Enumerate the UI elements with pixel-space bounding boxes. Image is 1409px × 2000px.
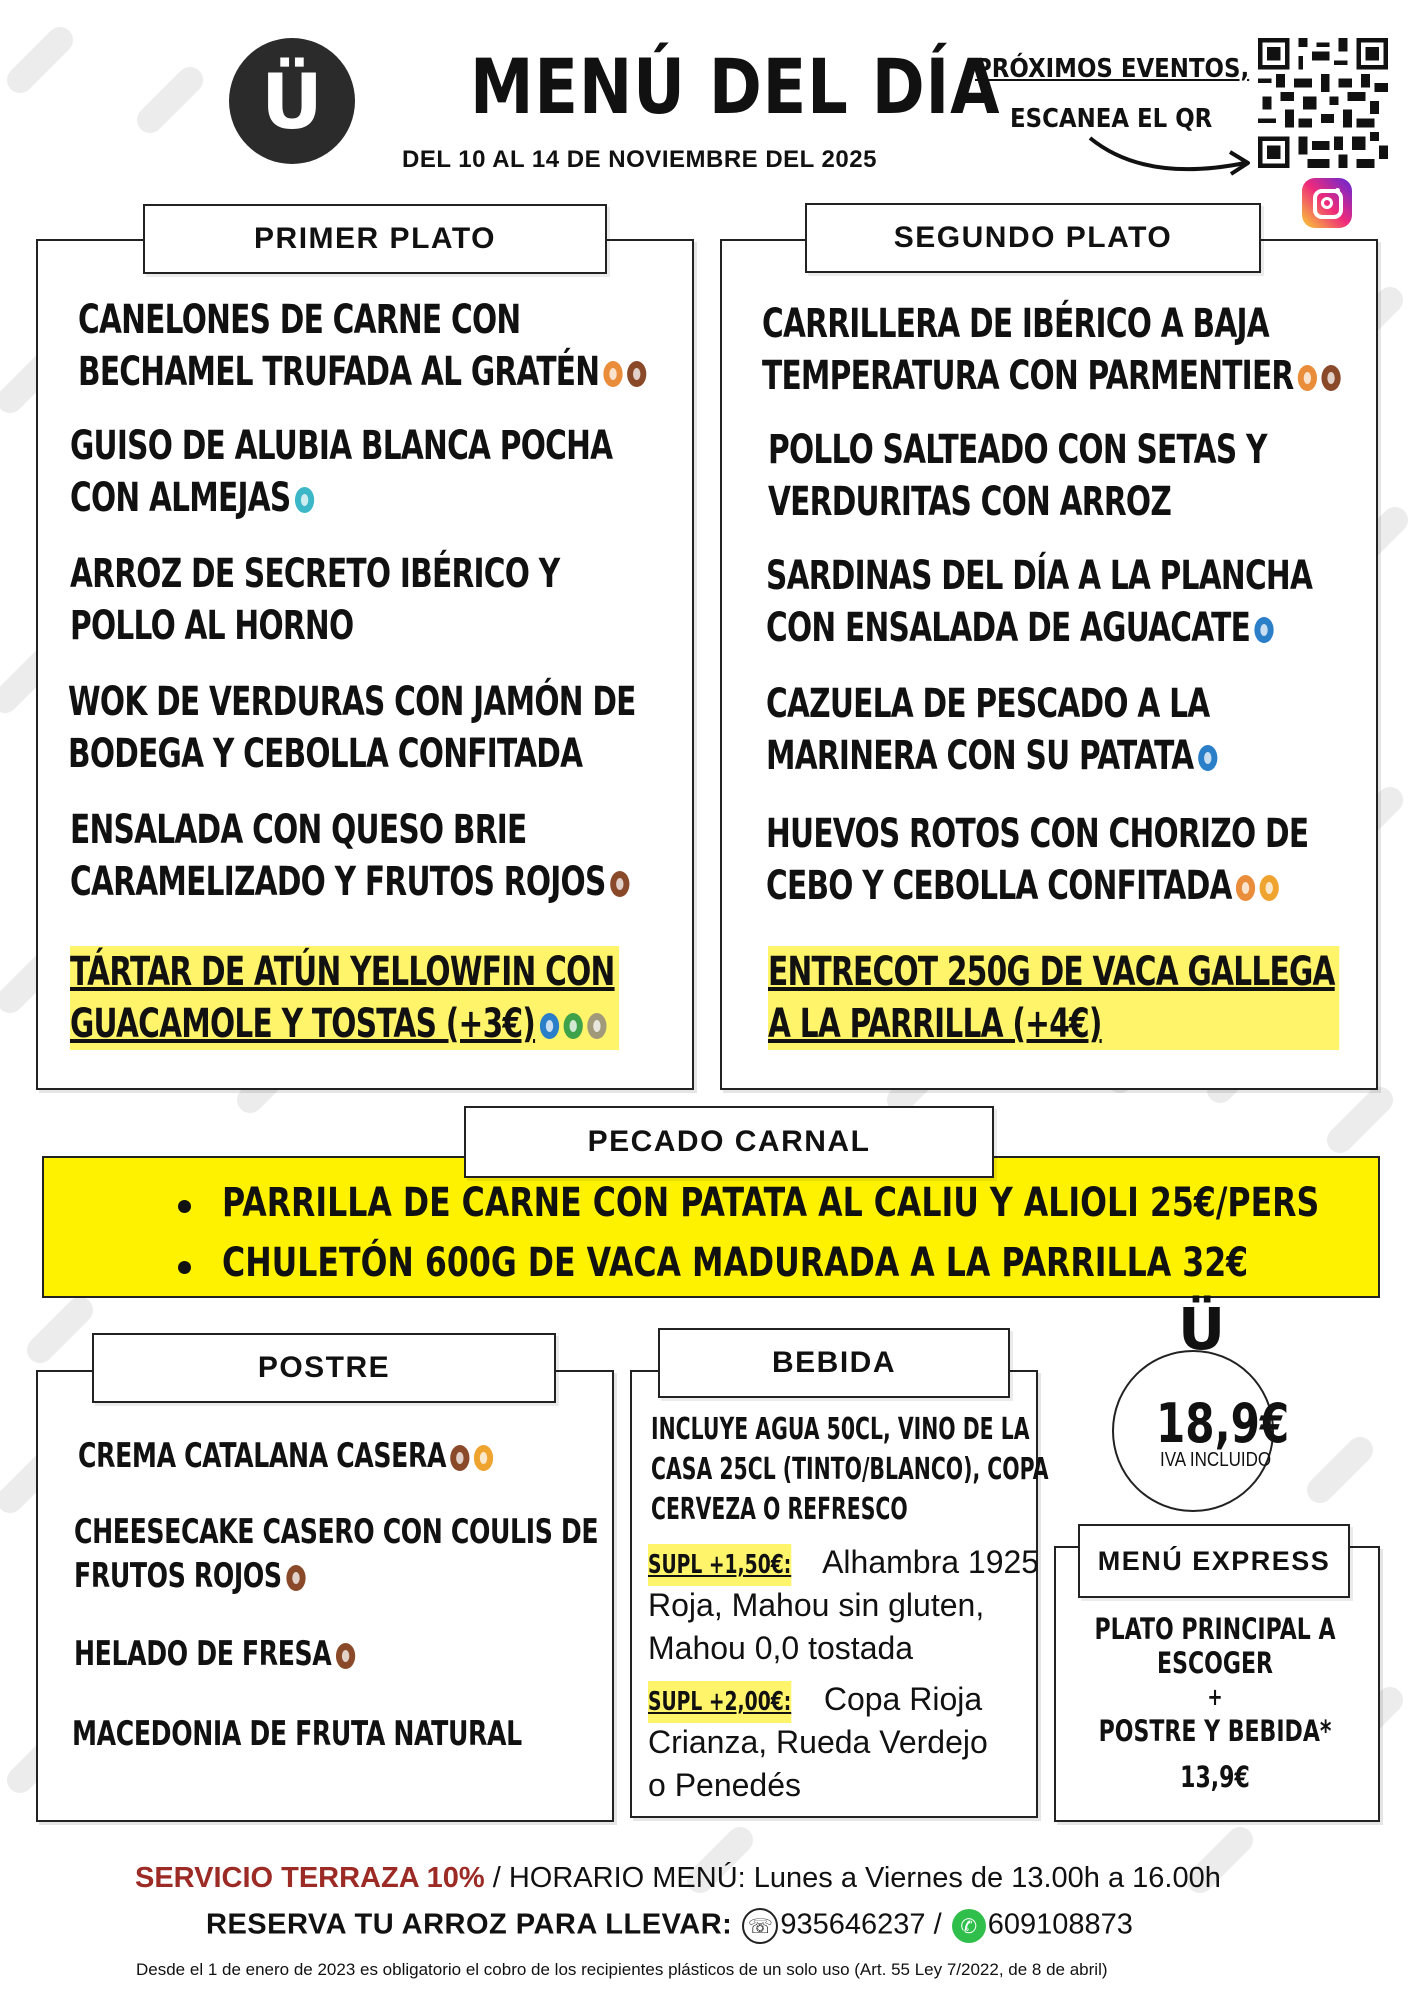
segundo-plato-title: SEGUNDO PLATO (805, 203, 1261, 273)
soy-icon (563, 1013, 582, 1039)
postre-item-2: CHEESECAKE CASERO CON COULIS DE FRUTOS ROJOS (74, 1512, 599, 1596)
pecado-carnal-title: PECADO CARNAL (464, 1106, 994, 1178)
bullet-1 (178, 1200, 191, 1213)
primer-dish-1: CANELONES DE CARNE CON BECHAMEL TRUFADA AL GRATÉN (78, 294, 647, 398)
supl1-tag: SUPL +1,50€: (648, 1544, 791, 1586)
express-line2: ESCOGER (1157, 1646, 1273, 1680)
lactose-icon (451, 1445, 470, 1471)
footer-separator: / (925, 1908, 950, 1941)
menu-hours: / HORARIO MENÚ: Lunes a Viernes de 13.00h a 16.00h (484, 1862, 1221, 1894)
segundo-dish-5: HUEVOS ROTOS CON CHORIZO DE CEBO Y CEBOLLA CONFITADA (766, 811, 1309, 909)
primer-dish-6-special: TÁRTAR DE ATÚN YELLOWFIN CON GUACAMOLE Y TOSTAS (+3€) (70, 946, 619, 1050)
pecado-item-2: CHULETÓN 600G DE VACA MADURADA A LA PARRILLA 32€ (222, 1240, 1249, 1286)
primer-dish-5: ENSALADA CON QUESO BRIE CARAMELIZADO Y FRUTOS ROJOS (70, 804, 629, 908)
phone-icon: ☏ (742, 1908, 778, 1944)
fish-icon (540, 1013, 559, 1039)
lactose-icon (610, 871, 629, 897)
price-note: IVA INCLUIDO (1160, 1449, 1272, 1471)
segundo-dish-1: CARRILLERA DE IBÉRICO A BAJA TEMPERATURA CON PARMENTIER (762, 298, 1341, 402)
fish-icon (1254, 617, 1273, 643)
menu-dates: DEL 10 AL 14 DE NOVIEMBRE DEL 2025 (402, 146, 877, 173)
segundo-dish-2: POLLO SALTEADO CON SETAS Y VERDURITAS CON ARROZ (768, 427, 1267, 525)
pecado-item-1: PARRILLA DE CARNE CON PATATA AL CALIU Y ALIOLI 25€/PERS (222, 1180, 1320, 1226)
express-title: MENÚ EXPRESS (1078, 1524, 1350, 1598)
whatsapp-icon: ✆ (952, 1909, 986, 1943)
legal-note: Desde el 1 de enero de 2023 es obligatorio el cobro de los recipientes plásticos de un solo uso (Art. 55 Ley 7/2022, de 8 de abril) (136, 1960, 1108, 1979)
lactose-icon (1322, 365, 1341, 391)
whatsapp-number[interactable]: 609108873 (987, 1908, 1133, 1941)
primer-dish-2: GUISO DE ALUBIA BLANCA POCHA CON ALMEJAS (70, 423, 613, 521)
segundo-dish-4: CAZUELA DE PESCADO A LA MARINERA CON SU PATATA (766, 678, 1217, 782)
primer-plato-title: PRIMER PLATO (143, 204, 607, 274)
express-plus: + (1207, 1683, 1223, 1711)
terraza-service: SERVICIO TERRAZA 10% (135, 1862, 485, 1894)
supl2-tag: SUPL +2,00€: (648, 1681, 791, 1723)
footer-line1 (135, 1862, 1221, 1895)
bebida-includes: INCLUYE AGUA 50CL, VINO DE LA CASA 25CL (TINTO/BLANCO), COPA CERVEZA O REFRESCO (651, 1412, 1049, 1527)
bebida-title: BEBIDA (658, 1328, 1010, 1398)
bebida-supl1-line3: Mahou 0,0 tostada (648, 1630, 914, 1666)
bebida-supl2-line1: SUPL +2,00€: Copa Rioja (648, 1678, 982, 1723)
bebida-supl2-line3: o Penedés (648, 1767, 802, 1803)
gluten-icon (1298, 365, 1317, 391)
gluten-icon (1236, 875, 1255, 901)
arrow-icon (1085, 128, 1260, 188)
restaurant-logo: Ü (229, 38, 355, 164)
lactose-icon (336, 1643, 355, 1669)
sesame-icon (587, 1013, 606, 1039)
postre-item-3: HELADO DE FRESA (74, 1632, 355, 1676)
footer-line2 (206, 1908, 1133, 1944)
instagram-icon[interactable] (1302, 178, 1352, 228)
lactose-icon (286, 1565, 305, 1591)
postre-item-1: CREMA CATALANA CASERA (78, 1434, 493, 1478)
menu-price: 18,9€ (1156, 1392, 1290, 1455)
primer-dish-3: ARROZ DE SECRETO IBÉRICO Y POLLO AL HORNO (70, 551, 560, 649)
phone-number[interactable]: 935646237 (780, 1908, 926, 1941)
gluten-icon (604, 361, 623, 387)
express-line3: POSTRE Y BEBIDA* (1098, 1714, 1332, 1748)
egg-icon (474, 1445, 493, 1471)
bebida-supl2-line2: Crianza, Rueda Verdejo (648, 1724, 988, 1760)
qr-code[interactable] (1258, 38, 1388, 168)
segundo-dish-3: SARDINAS DEL DÍA A LA PLANCHA CON ENSALADA DE AGUACATE (766, 553, 1313, 651)
bebida-supl1-line2: Roja, Mahou sin gluten, (648, 1587, 985, 1623)
fish-icon (1198, 745, 1217, 771)
mollusc-icon (295, 487, 314, 513)
events-text-line1: PRÓXIMOS EVENTOS, (975, 54, 1250, 84)
bullet-2 (178, 1261, 191, 1274)
reserve-label: RESERVA TU ARROZ PARA LLEVAR: (206, 1908, 733, 1941)
segundo-dish-6-special: ENTRECOT 250G DE VACA GALLEGA A LA PARRILLA (+4€) (768, 946, 1339, 1050)
egg-icon (1260, 875, 1279, 901)
express-price: 13,9€ (1180, 1760, 1250, 1794)
postre-title: POSTRE (92, 1333, 556, 1403)
price-logo-letter: Ü (1178, 1295, 1226, 1363)
bebida-supl1-line1: SUPL +1,50€: Alhambra 1925 (648, 1541, 1039, 1586)
postre-item-4: MACEDONIA DE FRUTA NATURAL (72, 1714, 522, 1754)
express-line1: PLATO PRINCIPAL A (1094, 1612, 1336, 1646)
lactose-icon (627, 361, 646, 387)
primer-dish-4: WOK DE VERDURAS CON JAMÓN DE BODEGA Y CEBOLLA CONFITADA (68, 679, 636, 777)
events-text-line2: ESCANEA EL QR (1010, 104, 1213, 134)
page-title: MENÚ DEL DÍA (470, 42, 1001, 131)
